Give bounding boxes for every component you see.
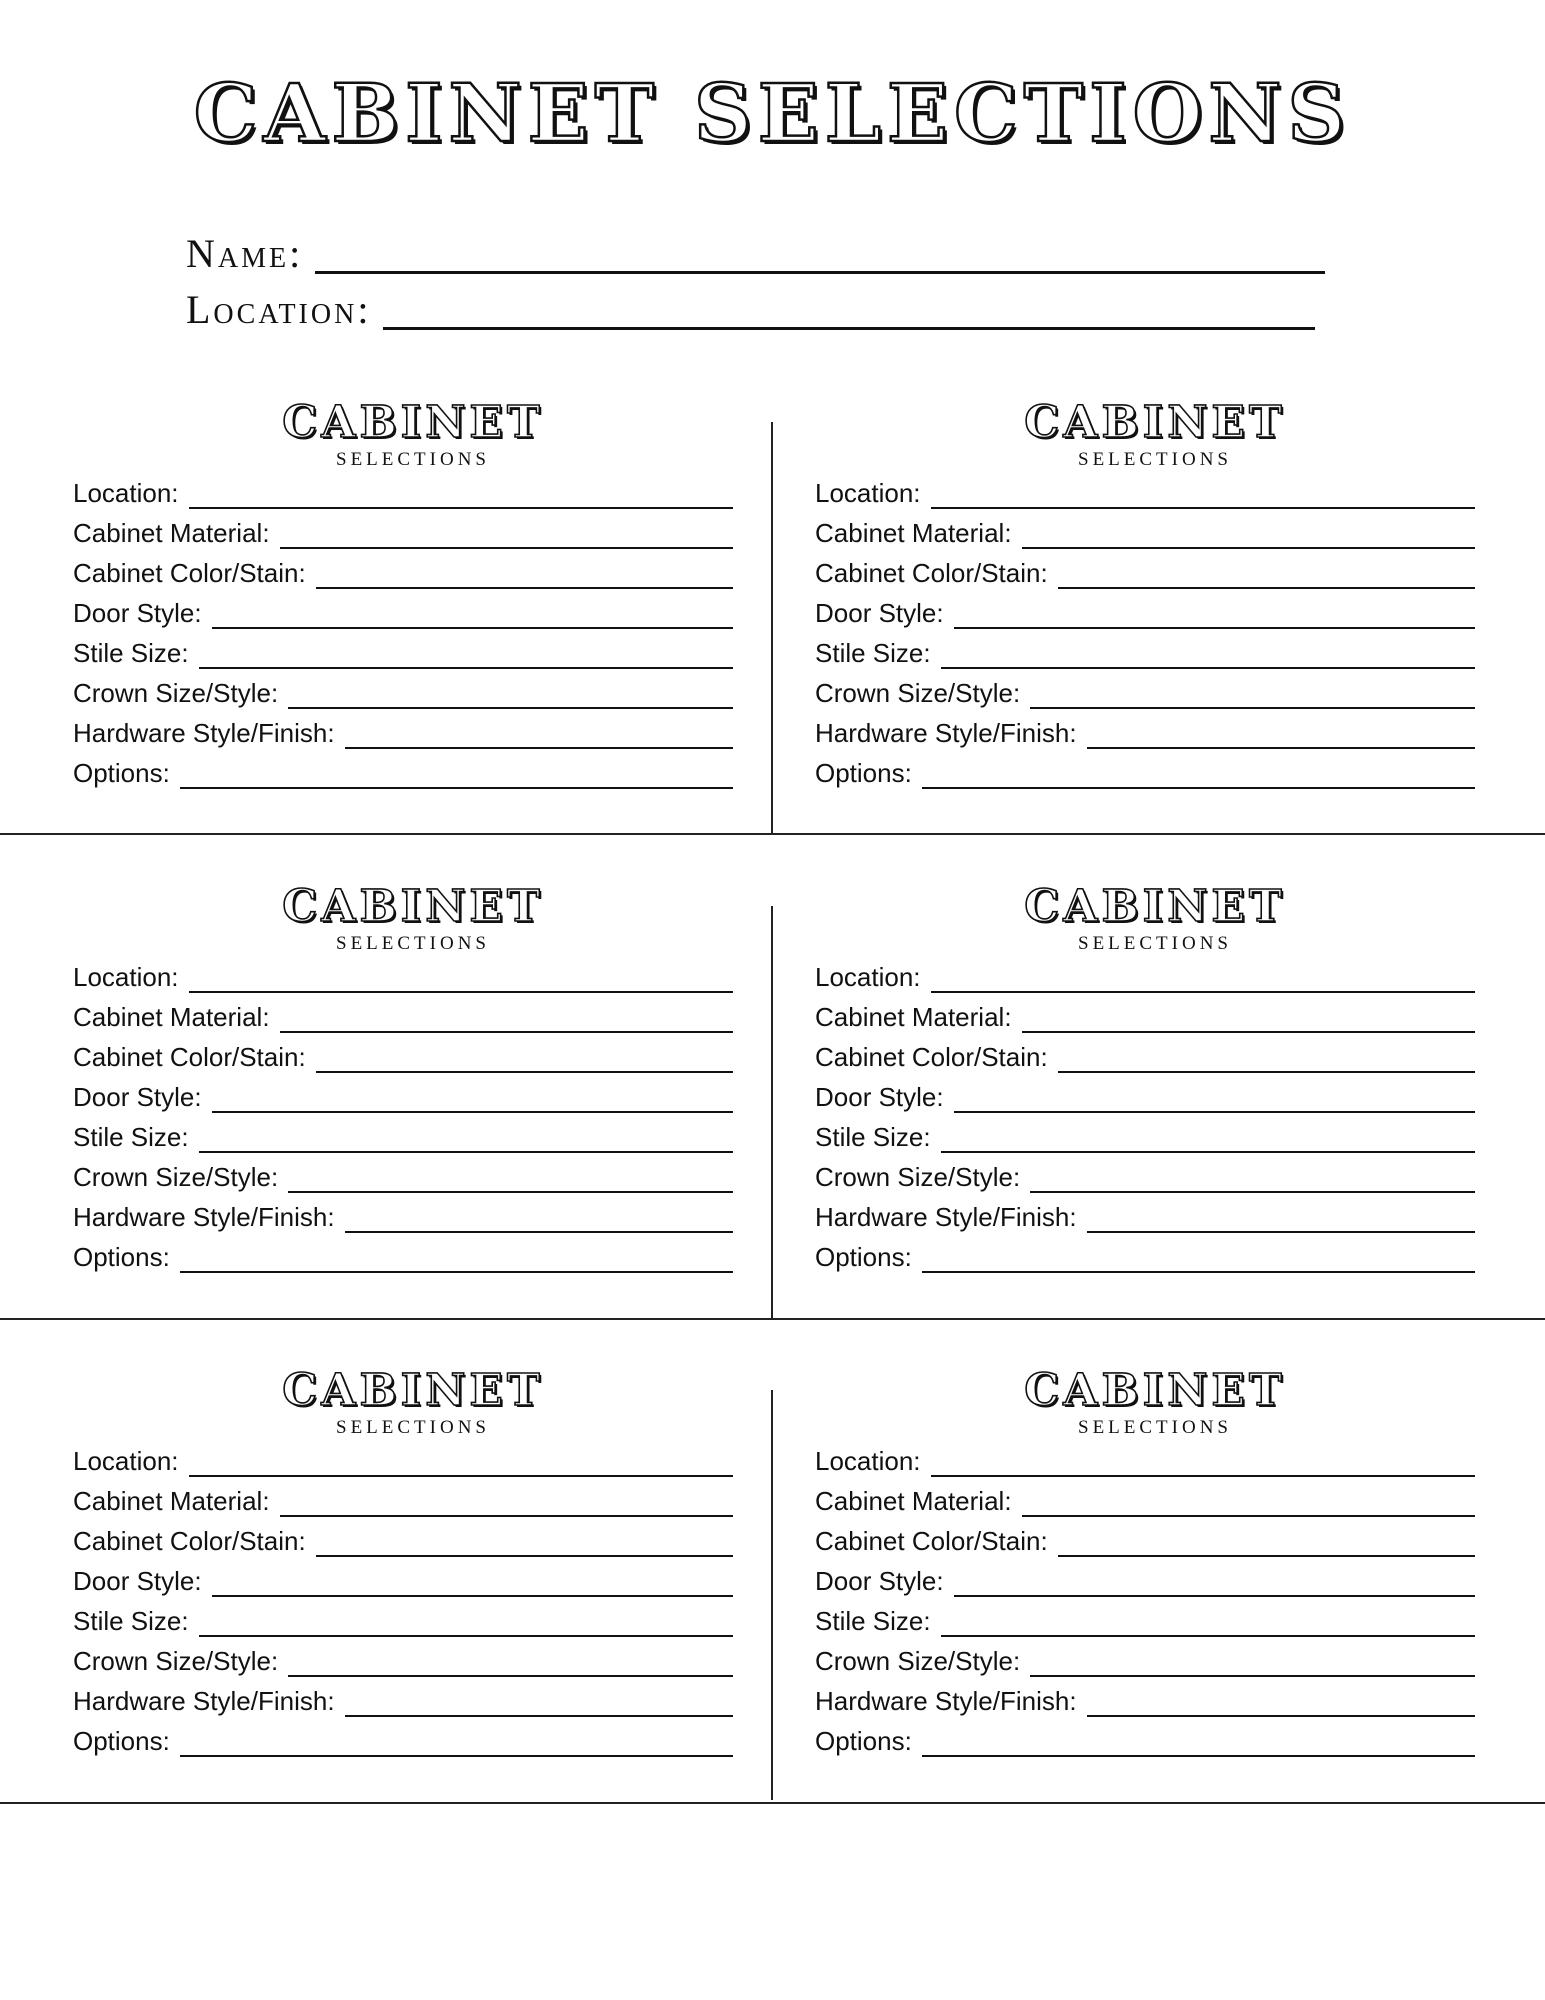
column-divider [771, 422, 773, 833]
field-input-line[interactable] [280, 1031, 733, 1033]
form-field-row[interactable] [73, 591, 733, 631]
field-input-line[interactable] [189, 1475, 733, 1477]
field-label: Stile Size: [73, 1122, 189, 1152]
field-input-line[interactable] [345, 747, 733, 749]
field-label: Stile Size: [815, 638, 931, 668]
field-label: Cabinet Material: [815, 1486, 1012, 1516]
name-field[interactable] [186, 232, 1325, 276]
field-label: Hardware Style/Finish: [815, 718, 1077, 748]
field-label: Cabinet Material: [73, 518, 270, 548]
card-title: CABINET [282, 397, 544, 448]
field-input-line[interactable] [316, 1555, 733, 1557]
field-input-line[interactable] [1030, 1675, 1475, 1677]
field-input-line[interactable] [1087, 1715, 1475, 1717]
form-field-row[interactable] [73, 671, 733, 711]
form-field-row[interactable] [73, 1439, 733, 1479]
field-input-line[interactable] [1058, 1071, 1475, 1073]
field-label: Cabinet Color/Stain: [815, 558, 1048, 588]
field-input-line[interactable] [316, 587, 733, 589]
form-field-row[interactable] [73, 1035, 733, 1075]
form-field-row[interactable] [73, 955, 733, 995]
section-divider [0, 1318, 1545, 1320]
field-label: Cabinet Color/Stain: [815, 1526, 1048, 1556]
field-label: Cabinet Material: [73, 1002, 270, 1032]
page-title: CABINET SELECTIONS [193, 66, 1352, 160]
field-label: Location: [73, 1446, 179, 1476]
card-title: CABINET [282, 881, 544, 932]
field-input-line[interactable] [180, 1271, 733, 1273]
field-label: Cabinet Color/Stain: [73, 1042, 306, 1072]
field-label: Options: [815, 758, 912, 788]
form-field-row[interactable] [815, 1155, 1475, 1195]
field-input-line[interactable] [199, 1151, 733, 1153]
field-label: Stile Size: [73, 638, 189, 668]
field-label: Cabinet Material: [815, 1002, 1012, 1032]
field-input-line[interactable] [212, 627, 733, 629]
form-field-row[interactable] [73, 511, 733, 551]
field-input-line[interactable] [941, 667, 1475, 669]
field-label: Crown Size/Style: [73, 1162, 279, 1192]
form-field-row[interactable] [73, 1559, 733, 1599]
form-field-row[interactable] [815, 711, 1475, 751]
field-input-line[interactable] [288, 1675, 733, 1677]
form-field-row[interactable] [815, 1559, 1475, 1599]
field-label: Hardware Style/Finish: [73, 718, 335, 748]
card-title: CABINET [282, 1365, 544, 1416]
form-field-row[interactable] [815, 1115, 1475, 1155]
card-subtitle: SELECTIONS [336, 449, 490, 470]
field-input-line[interactable] [1022, 1515, 1475, 1517]
form-field-row[interactable] [815, 1075, 1475, 1115]
field-input-line[interactable] [922, 787, 1475, 789]
field-label: Options: [73, 1242, 170, 1272]
field-label: Location: [815, 962, 921, 992]
field-input-line[interactable] [180, 1755, 733, 1757]
field-label: Crown Size/Style: [815, 1162, 1021, 1192]
field-label: Stile Size: [815, 1606, 931, 1636]
card-subtitle: SELECTIONS [336, 1417, 490, 1438]
form-field-row[interactable] [73, 1679, 733, 1719]
form-field-row[interactable] [815, 1599, 1475, 1639]
card-title: CABINET [1024, 1365, 1286, 1416]
field-input-line[interactable] [280, 547, 733, 549]
form-field-row[interactable] [73, 1639, 733, 1679]
name-line[interactable] [315, 271, 1325, 274]
form-field-row[interactable] [73, 1599, 733, 1639]
field-input-line[interactable] [954, 627, 1475, 629]
field-input-line[interactable] [288, 707, 733, 709]
section-divider [0, 1802, 1545, 1804]
field-label: Crown Size/Style: [815, 678, 1021, 708]
form-field-row[interactable] [815, 631, 1475, 671]
form-field-row[interactable] [73, 995, 733, 1035]
field-label: Door Style: [815, 1566, 944, 1596]
form-field-row[interactable] [73, 751, 733, 791]
field-label: Location: [815, 1446, 921, 1476]
card-title: CABINET [1024, 397, 1286, 448]
field-label: Cabinet Material: [73, 1486, 270, 1516]
field-label: Stile Size: [815, 1122, 931, 1152]
field-label: Cabinet Color/Stain: [73, 558, 306, 588]
column-divider [771, 1390, 773, 1800]
field-input-line[interactable] [1058, 1555, 1475, 1557]
form-field-row[interactable] [815, 671, 1475, 711]
field-input-line[interactable] [288, 1191, 733, 1193]
field-input-line[interactable] [189, 991, 733, 993]
form-field-row[interactable] [73, 1075, 733, 1115]
field-input-line[interactable] [931, 507, 1475, 509]
card-subtitle: SELECTIONS [1078, 933, 1232, 954]
form-field-row[interactable] [73, 471, 733, 511]
field-label: Location: [73, 478, 179, 508]
field-label: Door Style: [73, 1082, 202, 1112]
form-field-row[interactable] [815, 1639, 1475, 1679]
form-field-row[interactable] [815, 995, 1475, 1035]
field-input-line[interactable] [1022, 547, 1475, 549]
field-label: Hardware Style/Finish: [73, 1686, 335, 1716]
field-input-line[interactable] [1087, 747, 1475, 749]
card-subtitle: SELECTIONS [1078, 449, 1232, 470]
field-input-line[interactable] [212, 1111, 733, 1113]
field-input-line[interactable] [941, 1635, 1475, 1637]
field-label: Options: [73, 758, 170, 788]
form-field-row[interactable] [815, 1719, 1475, 1759]
field-label: Crown Size/Style: [815, 1646, 1021, 1676]
column-divider [771, 906, 773, 1318]
form-field-row[interactable] [73, 1479, 733, 1519]
field-label: Options: [815, 1726, 912, 1756]
form-field-row[interactable] [815, 591, 1475, 631]
form-field-row[interactable] [815, 1195, 1475, 1235]
field-input-line[interactable] [954, 1111, 1475, 1113]
location-line[interactable] [383, 327, 1315, 330]
form-field-row[interactable] [815, 1035, 1475, 1075]
field-input-line[interactable] [941, 1151, 1475, 1153]
field-input-line[interactable] [199, 1635, 733, 1637]
form-field-row[interactable] [815, 955, 1475, 995]
form-field-row[interactable] [73, 551, 733, 591]
location-label: Location: [186, 287, 372, 332]
section-divider [0, 833, 1545, 835]
form-field-row[interactable] [815, 1479, 1475, 1519]
field-label: Stile Size: [73, 1606, 189, 1636]
form-field-row[interactable] [815, 1519, 1475, 1559]
form-field-row[interactable] [815, 551, 1475, 591]
card-subtitle: SELECTIONS [1078, 1417, 1232, 1438]
field-input-line[interactable] [212, 1595, 733, 1597]
field-label: Location: [815, 478, 921, 508]
field-label: Options: [815, 1242, 912, 1272]
form-field-row[interactable] [815, 471, 1475, 511]
location-field[interactable] [186, 288, 1315, 332]
field-label: Hardware Style/Finish: [815, 1686, 1077, 1716]
field-label: Cabinet Color/Stain: [815, 1042, 1048, 1072]
form-field-row[interactable] [815, 1235, 1475, 1275]
field-label: Location: [73, 962, 179, 992]
card-subtitle: SELECTIONS [336, 933, 490, 954]
field-label: Door Style: [815, 598, 944, 628]
form-field-row[interactable] [73, 631, 733, 671]
field-label: Cabinet Material: [815, 518, 1012, 548]
field-label: Door Style: [815, 1082, 944, 1112]
field-input-line[interactable] [1030, 1191, 1475, 1193]
field-input-line[interactable] [180, 787, 733, 789]
field-label: Hardware Style/Finish: [73, 1202, 335, 1232]
field-input-line[interactable] [189, 507, 733, 509]
field-input-line[interactable] [199, 667, 733, 669]
field-label: Hardware Style/Finish: [815, 1202, 1077, 1232]
form-field-row[interactable] [73, 1235, 733, 1275]
form-field-row[interactable] [73, 1155, 733, 1195]
field-input-line[interactable] [931, 1475, 1475, 1477]
form-field-row[interactable] [73, 1519, 733, 1559]
field-label: Door Style: [73, 1566, 202, 1596]
field-input-line[interactable] [280, 1515, 733, 1517]
form-field-row[interactable] [815, 1439, 1475, 1479]
field-input-line[interactable] [1022, 1031, 1475, 1033]
field-label: Options: [73, 1726, 170, 1756]
field-label: Cabinet Color/Stain: [73, 1526, 306, 1556]
field-input-line[interactable] [316, 1071, 733, 1073]
form-field-row[interactable] [73, 1115, 733, 1155]
form-field-row[interactable] [815, 751, 1475, 791]
field-label: Door Style: [73, 598, 202, 628]
name-label: Name: [186, 231, 304, 276]
field-input-line[interactable] [1087, 1231, 1475, 1233]
field-input-line[interactable] [922, 1271, 1475, 1273]
form-field-row[interactable] [73, 711, 733, 751]
form-field-row[interactable] [815, 511, 1475, 551]
form-field-row[interactable] [73, 1195, 733, 1235]
field-input-line[interactable] [931, 991, 1475, 993]
field-input-line[interactable] [345, 1715, 733, 1717]
field-input-line[interactable] [345, 1231, 733, 1233]
field-input-line[interactable] [1058, 587, 1475, 589]
card-title: CABINET [1024, 881, 1286, 932]
field-input-line[interactable] [1030, 707, 1475, 709]
form-field-row[interactable] [73, 1719, 733, 1759]
field-input-line[interactable] [922, 1755, 1475, 1757]
field-input-line[interactable] [954, 1595, 1475, 1597]
form-field-row[interactable] [815, 1679, 1475, 1719]
field-label: Crown Size/Style: [73, 1646, 279, 1676]
field-label: Crown Size/Style: [73, 678, 279, 708]
